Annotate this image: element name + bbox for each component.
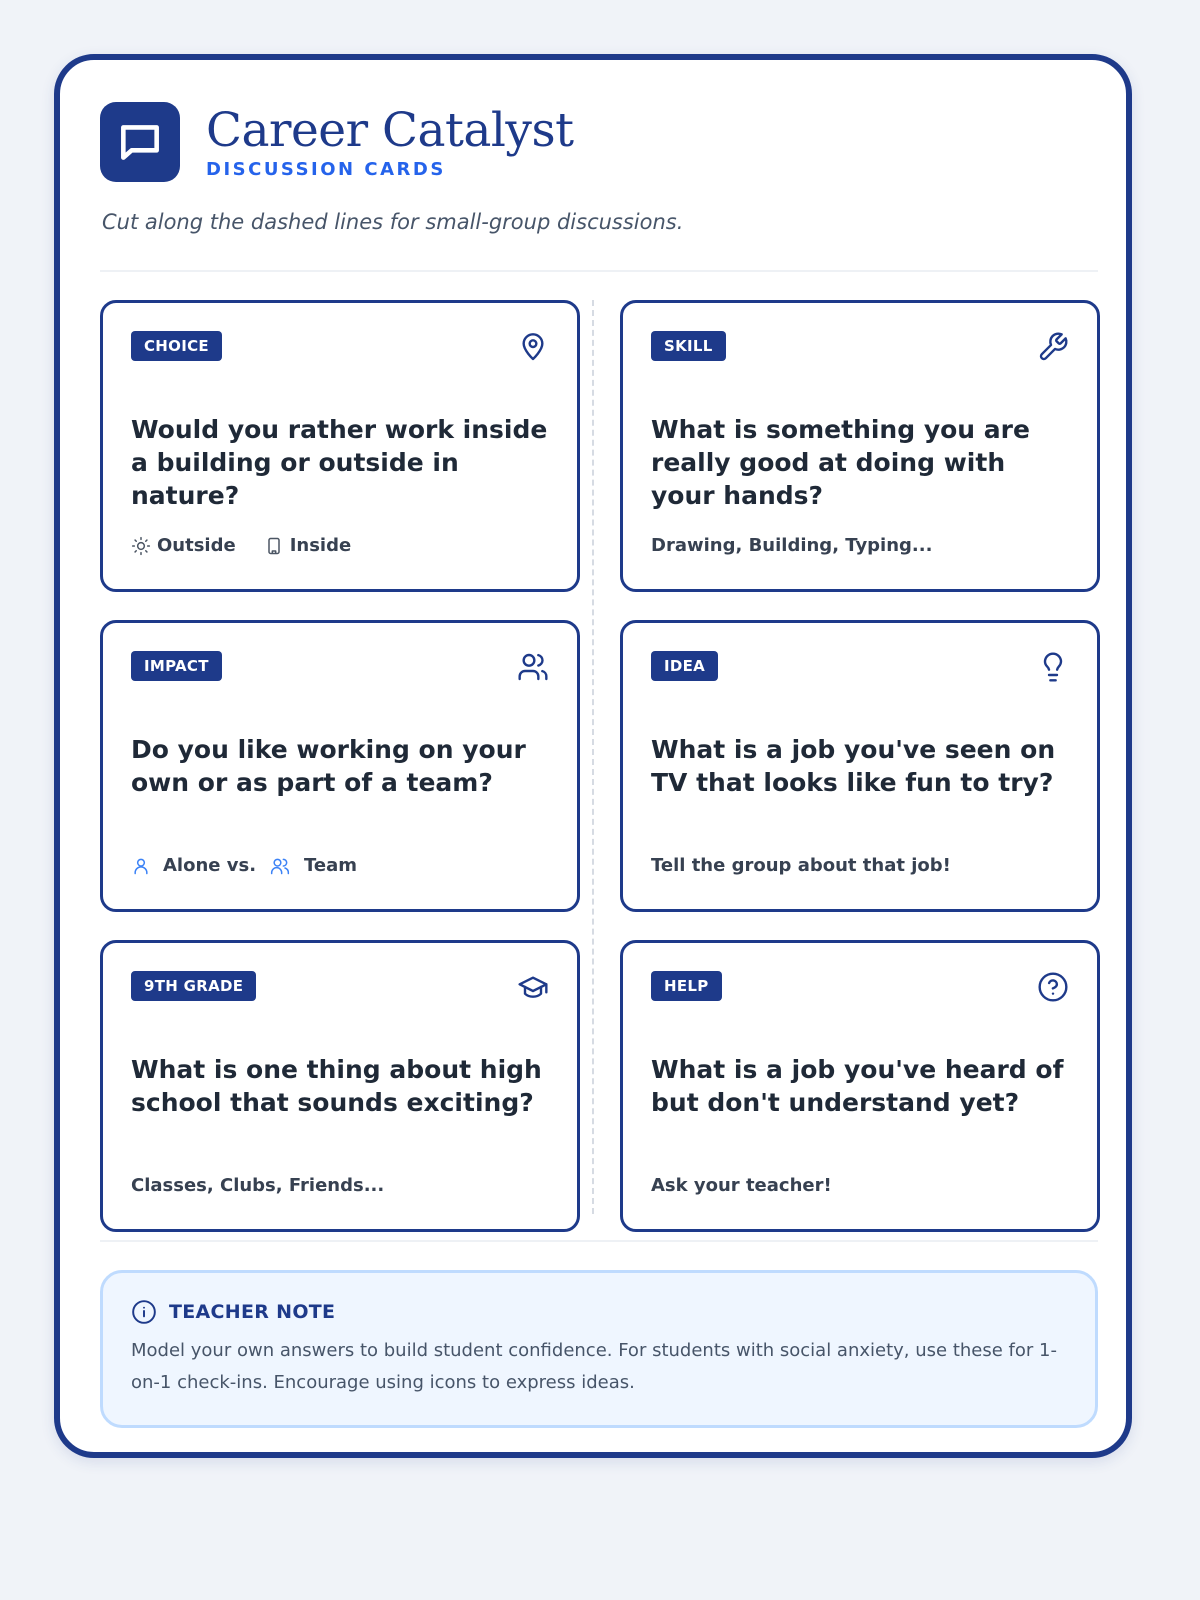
card-hint: Tell the group about that job!	[651, 855, 951, 876]
wrench-icon	[1037, 331, 1069, 363]
discussion-card-help	[620, 940, 1100, 1232]
help-circle-icon	[1037, 971, 1069, 1003]
sun-icon	[131, 536, 151, 556]
card-question: What is one thing about high school that sounds exciting?	[131, 1055, 542, 1117]
discussion-card-idea	[620, 620, 1100, 912]
lightbulb-icon	[1037, 651, 1069, 683]
users-icon	[270, 856, 290, 876]
card-tag: HELP	[651, 971, 722, 1001]
card-question: What is a job you've seen on TV that looks like fun to try?	[651, 735, 1056, 797]
option-label: Inside	[289, 535, 352, 556]
option-label: Outside	[157, 535, 236, 556]
card-hint: Drawing, Building, Typing...	[651, 535, 933, 556]
discussion-card-impact	[100, 620, 580, 912]
teacher-note	[100, 1270, 1098, 1428]
page-title: Career Catalyst	[206, 102, 574, 158]
building-icon	[264, 536, 284, 556]
dashed-cut-line	[592, 300, 594, 1214]
card-options	[131, 855, 357, 876]
header	[100, 102, 573, 182]
divider-bottom	[100, 1240, 1098, 1242]
info-icon	[131, 1299, 157, 1325]
graduation-cap-icon	[517, 971, 549, 1003]
card-tag: IDEA	[651, 651, 718, 681]
card-question: What is a job you've heard of but don't understand yet?	[651, 1055, 1064, 1117]
divider-top	[100, 270, 1098, 272]
card-question: Would you rather work inside a building or outside in nature?	[131, 415, 548, 510]
card-options	[131, 535, 351, 556]
instructions-text: Cut along the dashed lines for small-group discussions.	[102, 210, 684, 234]
card-tag: SKILL	[651, 331, 726, 361]
card-tag: IMPACT	[131, 651, 222, 681]
card-question: What is something you are really good at doing with your hands?	[651, 415, 1030, 510]
discussion-sheet	[54, 54, 1132, 1458]
card-hint: Ask your teacher!	[651, 1175, 832, 1196]
discussion-card-skill	[620, 300, 1100, 592]
user-icon	[131, 856, 151, 876]
card-tag: 9TH GRADE	[131, 971, 256, 1001]
card-tag: CHOICE	[131, 331, 222, 361]
page-subtitle: DISCUSSION CARDS	[206, 158, 446, 180]
option-label: Team	[304, 855, 358, 876]
teacher-note-title: TEACHER NOTE	[169, 1301, 336, 1323]
discussion-card-choice	[100, 300, 580, 592]
option-label: Alone vs.	[163, 855, 257, 876]
users-icon	[517, 651, 549, 683]
card-hint: Classes, Clubs, Friends...	[131, 1175, 385, 1196]
teacher-note-body: Model your own answers to build student confidence. For students with social anxiety, use these for 1-on-1 check-ins. Encourage using icons to express ideas.	[131, 1340, 1057, 1393]
card-question: Do you like working on your own or as part of a team?	[131, 735, 526, 797]
map-pin-icon	[517, 331, 549, 363]
chat-bubble-icon	[100, 102, 180, 182]
discussion-card-9th-grade	[100, 940, 580, 1232]
